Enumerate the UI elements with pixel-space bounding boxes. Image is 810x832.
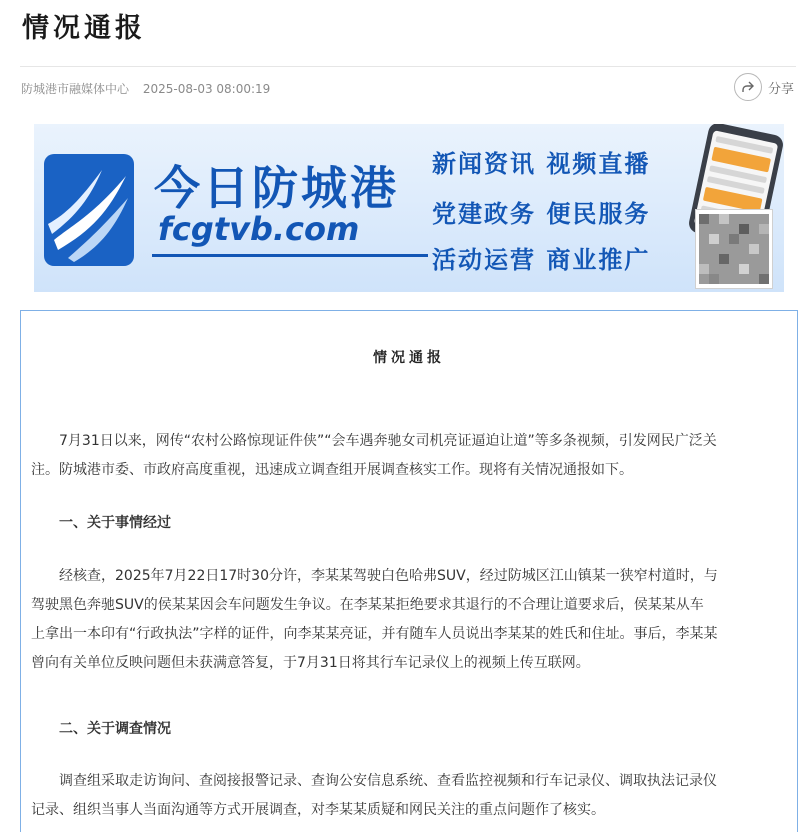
section-heading-2: 二、关于调查情况 xyxy=(59,721,171,737)
share-button[interactable] xyxy=(734,73,794,101)
promo-banner[interactable] xyxy=(34,124,784,292)
banner-url: fcgtvb.com xyxy=(158,210,360,248)
banner-feature-2: 党建政务 便民服务 xyxy=(432,199,651,228)
article-meta xyxy=(21,80,270,97)
intro-line-1: 7月31日以来，网传“农村公路惊现证件侠”“会车遇奔驰女司机亮证逼迫让道”等多条视频，引发网民广泛关 xyxy=(59,433,717,449)
divider xyxy=(20,66,796,67)
article-body xyxy=(20,310,798,832)
share-label: 分享 xyxy=(767,81,794,97)
banner-feature-3: 活动运营 商业推广 xyxy=(432,245,651,274)
section2-line-1: 调查组采取走访询问、查阅接报警记录、查询公安信息系统、查看监控视频和行车记录仪、调取执法记录仪 xyxy=(59,773,717,789)
intro-line-2: 注。防城港市委、市政府高度重视，迅速成立调查组开展调查核实工作。现将有关情况通报如下。 xyxy=(31,462,633,478)
qr-code-image xyxy=(696,210,772,288)
station-logo-icon xyxy=(44,154,134,266)
banner-underline xyxy=(152,254,428,257)
section1-line-3: 上拿出一本印有“行政执法”字样的证件，向李某某亮证，并有随车人员说出李某某的姓氏和住址。事后，李某某 xyxy=(31,626,718,642)
share-icon xyxy=(734,73,762,101)
page-title: 情况通报 xyxy=(22,13,146,44)
section-heading-1: 一、关于事情经过 xyxy=(59,515,171,531)
section1-line-2: 驾驶黑色奔驰SUV的侯某某因会车问题发生争议。在李某某拒绝要求其退行的不合理让道要求后，侯某某从车 xyxy=(31,597,704,613)
banner-brand: 今日防城港 xyxy=(154,161,399,215)
section1-paragraph xyxy=(31,562,791,678)
article-title: 情况通报 xyxy=(373,350,445,366)
intro-paragraph xyxy=(31,427,791,485)
publish-datetime: 2025-08-03 08:00:19 xyxy=(142,82,271,96)
section2-line-2: 记录、组织当事人当面沟通等方式开展调查，对李某某质疑和网民关注的重点问题作了核实。 xyxy=(31,802,605,818)
section1-line-1: 经核查，2025年7月22日17时30分许，李某某驾驶白色哈弗SUV，经过防城区江山镇某一狭窄村道时，与 xyxy=(59,568,718,584)
section2-paragraph xyxy=(31,767,791,825)
banner-feature-1: 新闻资讯 视频直播 xyxy=(432,149,651,178)
section1-line-4: 曾向有关单位反映问题但未获满意答复，于7月31日将其行车记录仪上的视频上传互联网。 xyxy=(31,655,590,671)
source-label: 防城港市融媒体中心 xyxy=(21,82,130,96)
